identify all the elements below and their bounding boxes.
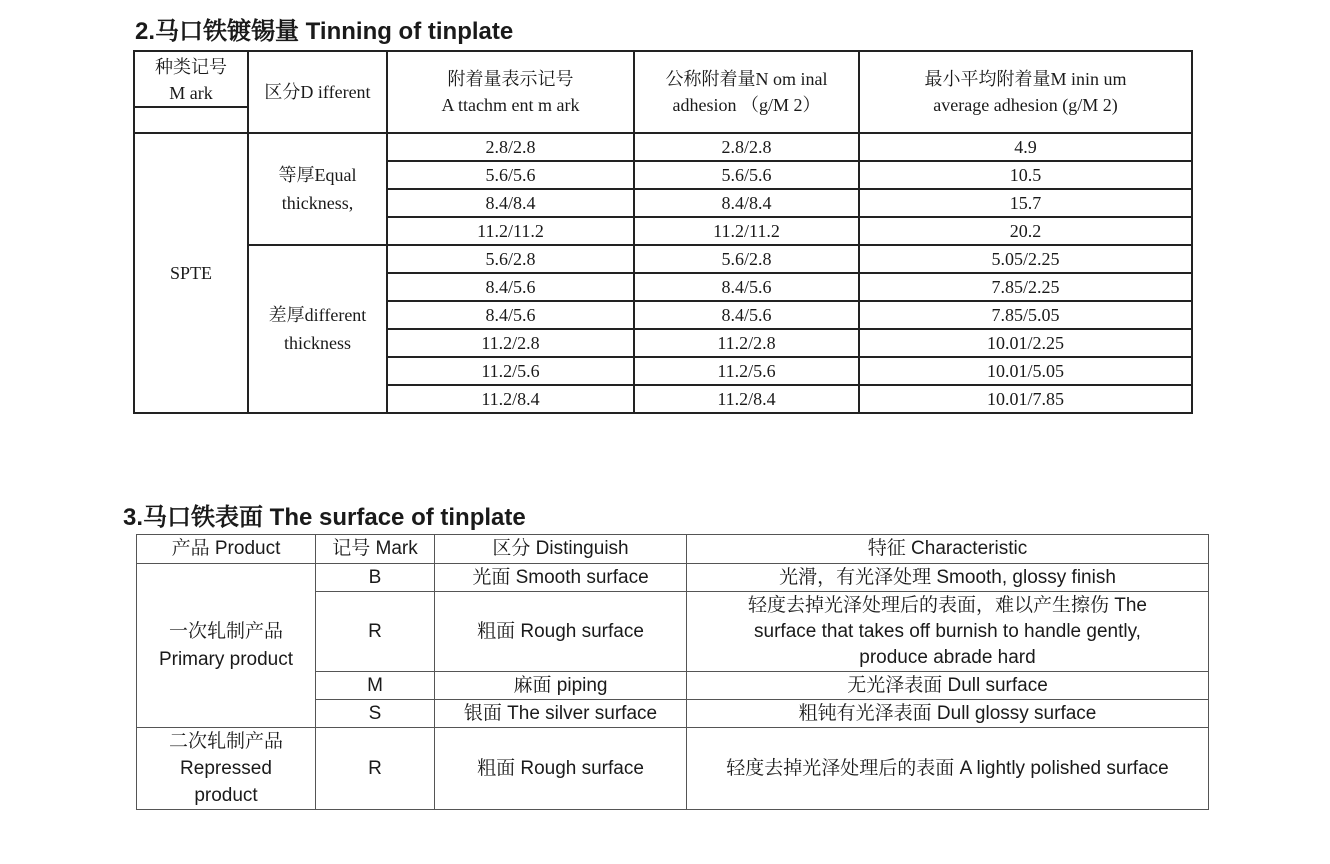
mark-cell: SPTE bbox=[134, 133, 248, 413]
section-title-tinning: 2.马口铁镀锡量 Tinning of tinplate bbox=[135, 18, 514, 45]
table-cell: 麻面 piping bbox=[435, 672, 687, 700]
header-mark bbox=[134, 51, 248, 133]
header-attachment-mark: 附着量表示记号 A ttachm ent m ark bbox=[387, 51, 634, 133]
table-cell: 15.7 bbox=[859, 189, 1192, 217]
header-minimum-adhesion: 最小平均附着量M inin um average adhesion (g/M 2) bbox=[859, 51, 1192, 133]
header-mark: 记号 Mark bbox=[316, 535, 435, 564]
table-cell: 11.2/5.6 bbox=[387, 357, 634, 385]
header-characteristic: 特征 Characteristic bbox=[687, 535, 1209, 564]
table-cell: R bbox=[316, 592, 435, 672]
table-cell: 11.2/11.2 bbox=[387, 217, 634, 245]
table-cell: 20.2 bbox=[859, 217, 1192, 245]
header-mark-cn: 种类记号 bbox=[155, 57, 227, 77]
table-cell: 2.8/2.8 bbox=[634, 133, 859, 161]
table-cell: 5.05/2.25 bbox=[859, 245, 1192, 273]
product-repressed: 二次轧制产品 Repressed product bbox=[137, 728, 316, 810]
surface-table bbox=[136, 534, 1209, 810]
header-distinguish: 区分 Distinguish bbox=[435, 535, 687, 564]
table-cell: 5.6/2.8 bbox=[634, 245, 859, 273]
table-cell: 11.2/5.6 bbox=[634, 357, 859, 385]
table-cell: 粗面 Rough surface bbox=[435, 592, 687, 672]
group-equal-thickness: 等厚Equal thickness, bbox=[248, 133, 387, 245]
table-cell: 无光泽表面 Dull surface bbox=[687, 672, 1209, 700]
table-cell: 5.6/5.6 bbox=[634, 161, 859, 189]
table-cell: 8.4/8.4 bbox=[634, 189, 859, 217]
section-title-surface: 3.马口铁表面 The surface of tinplate bbox=[123, 504, 526, 531]
table-cell: 光滑，有光泽处理 Smooth, glossy finish bbox=[687, 564, 1209, 592]
table-cell: 粗面 Rough surface bbox=[435, 728, 687, 810]
tinning-table bbox=[133, 50, 1193, 414]
table-cell: 8.4/8.4 bbox=[387, 189, 634, 217]
table-cell: 11.2/8.4 bbox=[387, 385, 634, 413]
table-cell: R bbox=[316, 728, 435, 810]
group-different-thickness: 差厚different thickness bbox=[248, 245, 387, 413]
table-cell: 11.2/2.8 bbox=[634, 329, 859, 357]
table-cell: 银面 The silver surface bbox=[435, 700, 687, 728]
table-cell: 光面 Smooth surface bbox=[435, 564, 687, 592]
table-cell: 10.01/5.05 bbox=[859, 357, 1192, 385]
table-cell: B bbox=[316, 564, 435, 592]
product-primary: 一次轧制产品 Primary product bbox=[137, 564, 316, 728]
header-different: 区分D ifferent bbox=[248, 51, 387, 133]
table-cell: 10.5 bbox=[859, 161, 1192, 189]
table-cell: 10.01/2.25 bbox=[859, 329, 1192, 357]
table-cell: 11.2/2.8 bbox=[387, 329, 634, 357]
header-nominal-adhesion: 公称附着量N om inal adhesion （g/M 2） bbox=[634, 51, 859, 133]
table-cell: 8.4/5.6 bbox=[387, 301, 634, 329]
table-cell: 5.6/2.8 bbox=[387, 245, 634, 273]
table-cell: 10.01/7.85 bbox=[859, 385, 1192, 413]
table-cell: 4.9 bbox=[859, 133, 1192, 161]
table-cell: 11.2/11.2 bbox=[634, 217, 859, 245]
header-product: 产品 Product bbox=[137, 535, 316, 564]
table-cell: 7.85/2.25 bbox=[859, 273, 1192, 301]
table-cell: 7.85/5.05 bbox=[859, 301, 1192, 329]
table-cell: 2.8/2.8 bbox=[387, 133, 634, 161]
table-cell: 轻度去掉光泽处理后的表面，难以产生擦伤 The surface that takes off burnish to handle gently, produce abrade hard bbox=[687, 592, 1209, 672]
table-cell: 轻度去掉光泽处理后的表面 A lightly polished surface bbox=[687, 728, 1209, 810]
table-cell: S bbox=[316, 700, 435, 728]
header-mark-en: M ark bbox=[169, 83, 213, 103]
table-cell: 8.4/5.6 bbox=[634, 301, 859, 329]
table-cell: M bbox=[316, 672, 435, 700]
table-cell: 5.6/5.6 bbox=[387, 161, 634, 189]
table-cell: 8.4/5.6 bbox=[634, 273, 859, 301]
table-cell: 8.4/5.6 bbox=[387, 273, 634, 301]
table-cell: 粗钝有光泽表面 Dull glossy surface bbox=[687, 700, 1209, 728]
table-cell: 11.2/8.4 bbox=[634, 385, 859, 413]
